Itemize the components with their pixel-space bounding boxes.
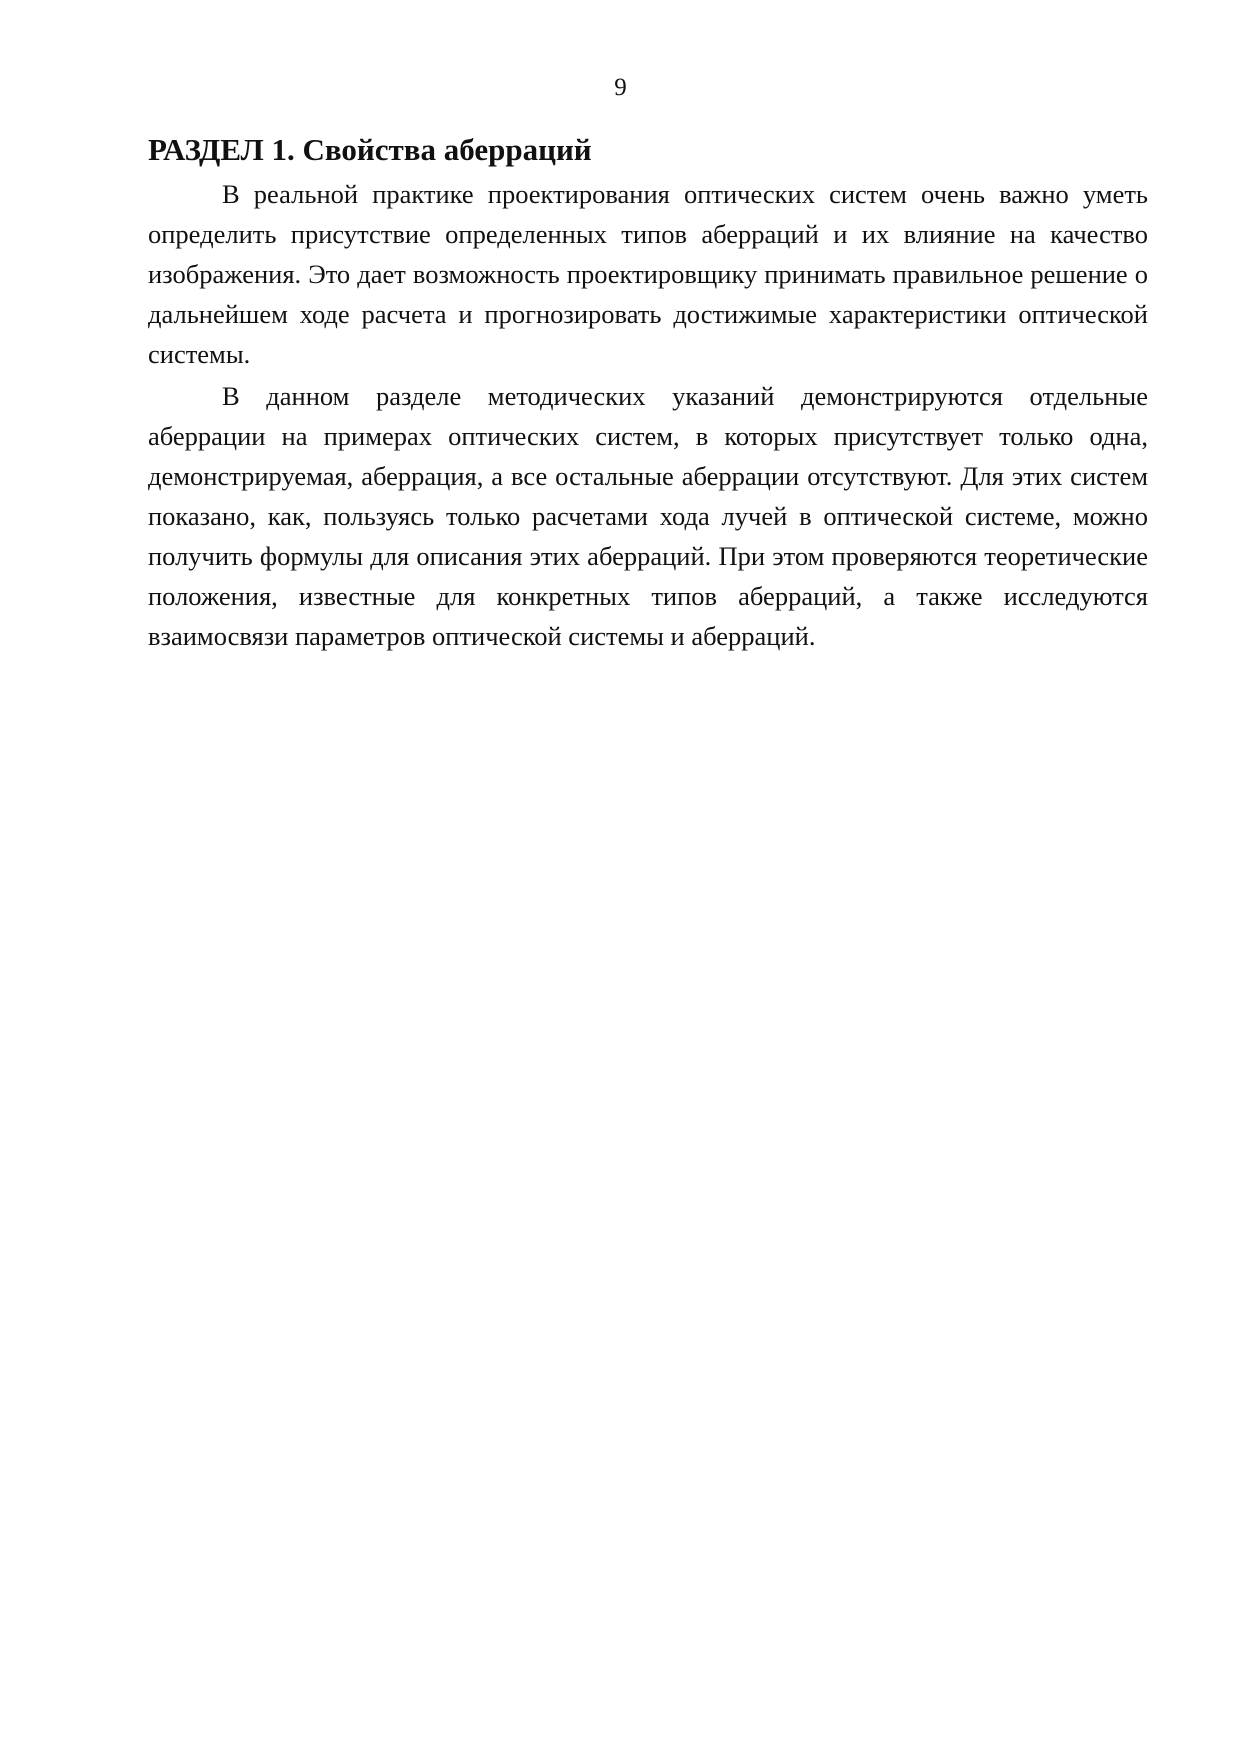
- section-title: РАЗДЕЛ 1. Свойства аберраций: [148, 132, 592, 167]
- page-number: 9: [614, 74, 627, 101]
- paragraph-section-overview: В данном разделе методических указаний демонстрируются отдельные аберрации на примерах оптических систем, в которых присутствует только одна, демонстрируемая, аберрация, а все остальные аберрации отсутствуют. Для этих систем показано, как, пользуясь только расчетами хода лучей в оптической системе, можно получить формулы для описания этих аберраций. При этом проверяются теоретические положения, известные для конкретных типов аберраций, а также исследуются взаимосвязи параметров оптической системы и аберраций.: [148, 381, 1148, 651]
- paragraph-intro: В реальной практике проектирования оптических систем очень важно уметь определить присутствие определенных типов аберраций и их влияние на качество изображения. Это дает возможность проектировщику принимать правильное решение о дальнейшем ходе расчета и прогнозировать достижимые характеристики оптической системы.: [148, 179, 1148, 369]
- document-body: [148, 128, 1148, 658]
